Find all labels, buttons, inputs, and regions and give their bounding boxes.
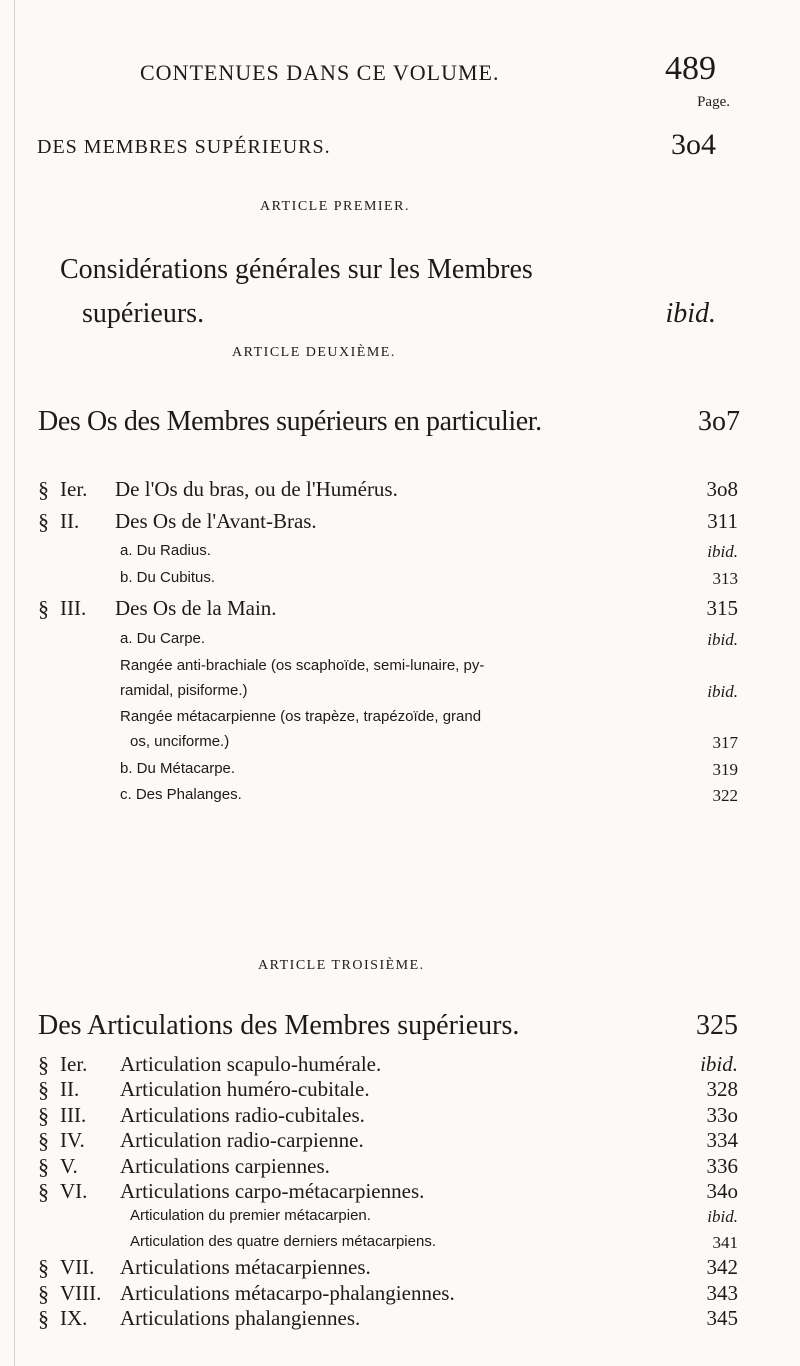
entry-text: Articulations radio-cubitales.: [120, 1102, 365, 1127]
article2-title: Des Os des Membres supérieurs en particulier.: [38, 406, 542, 437]
entry-page: 3o8: [706, 477, 738, 501]
toc-entry: [0, 1306, 800, 1336]
entry-page: ibid.: [707, 682, 738, 701]
entry-page: 336: [706, 1153, 738, 1178]
entry-text: Articulations phalangiennes.: [120, 1306, 361, 1330]
sub-entry-text: b. Du Métacarpe.: [120, 760, 236, 777]
article1-heading: ARTICLE PREMIER.: [260, 199, 410, 214]
toc-entry: [0, 783, 800, 813]
sub-entry-text: a. Du Carpe.: [120, 630, 206, 647]
section-sign: §: [38, 1077, 49, 1103]
part-page: 3o4: [671, 128, 716, 161]
section-sign: §: [38, 1128, 49, 1154]
entry-text: Articulations carpiennes.: [120, 1153, 330, 1178]
section-number: V.: [60, 1153, 78, 1178]
toc-entry: [0, 539, 800, 569]
section-sign: §: [38, 1052, 49, 1077]
entry-text: Des Os de l'Avant-Bras.: [115, 509, 317, 533]
entry-page: 334: [706, 1128, 738, 1153]
section-number: III.: [60, 596, 87, 620]
section-sign: §: [38, 1255, 49, 1281]
entry-page: 319: [712, 760, 738, 779]
sub-entry-text: ramidal, pisiforme.): [120, 682, 248, 699]
entry-text: Des Os de la Main.: [115, 596, 277, 620]
section-sign: §: [38, 1153, 49, 1179]
entry-page: 322: [712, 786, 738, 805]
entry-page: 328: [706, 1077, 738, 1102]
section-sign: §: [38, 1179, 49, 1204]
section-number: VIII.: [60, 1280, 102, 1305]
sub-entry-text: Articulation du premier métacarpien.: [130, 1207, 371, 1225]
sub-entry-text: Rangée métacarpienne (os trapèze, trapézoïde, grand: [120, 708, 482, 725]
article3-title: Des Articulations des Membres supérieurs.: [38, 1010, 520, 1041]
entry-text: Articulations métacarpiennes.: [120, 1255, 371, 1280]
entry-text: De l'Os du bras, ou de l'Humérus.: [115, 477, 398, 501]
toc-entry: [0, 730, 800, 760]
sub-entry-text: b. Du Cubitus.: [120, 569, 216, 586]
entry-page: 343: [706, 1280, 738, 1305]
section-number: Ier.: [60, 1052, 88, 1076]
article1-title-line2: supérieurs.: [82, 298, 205, 329]
section-number: III.: [60, 1102, 87, 1127]
article2-heading: ARTICLE DEUXIÈME.: [232, 345, 396, 360]
entry-page: 311: [707, 509, 738, 533]
entry-page: ibid.: [707, 1207, 738, 1227]
article3-heading: ARTICLE TROISIÈME.: [258, 958, 425, 973]
part-title: DES MEMBRES SUPÉRIEURS.: [37, 136, 331, 158]
section-number: Ier.: [60, 477, 88, 501]
section-sign: §: [38, 596, 49, 621]
entry-page: 313: [712, 569, 738, 588]
section-sign: §: [38, 509, 49, 534]
entry-page: 317: [712, 733, 738, 752]
section-number: II.: [60, 1077, 80, 1102]
entry-page: ibid.: [707, 542, 738, 561]
section-number: VI.: [60, 1179, 88, 1203]
entry-text: Articulation huméro-cubitale.: [120, 1077, 370, 1102]
toc-entry: [0, 596, 800, 626]
entry-text: Articulation radio-carpienne.: [120, 1128, 364, 1153]
entry-text: Articulations métacarpo-phalangiennes.: [120, 1280, 455, 1305]
toc-entry: [0, 509, 800, 539]
sub-entry-text: os, unciforme.): [130, 733, 230, 750]
sub-entry-text: Articulation des quatre derniers métacarpiens.: [130, 1232, 436, 1250]
toc-entry: [0, 627, 800, 657]
section-sign: §: [38, 477, 49, 502]
section-number: IX.: [60, 1306, 88, 1330]
entry-page: 315: [706, 596, 738, 620]
entry-text: Articulations carpo-métacarpiennes.: [120, 1179, 425, 1203]
entry-text: Articulation scapulo-humérale.: [120, 1052, 382, 1076]
entry-page: ibid.: [700, 1052, 738, 1076]
entry-page: 34o: [706, 1179, 738, 1203]
section-number: IV.: [60, 1128, 85, 1153]
sub-entry-text: Rangée anti-brachiale (os scaphoïde, semi-lunaire, py-: [120, 657, 485, 674]
entry-page: ibid.: [707, 630, 738, 649]
toc-entry: [0, 566, 800, 596]
section-sign: §: [38, 1102, 49, 1128]
section-number: II.: [60, 509, 80, 533]
entry-page: 33o: [706, 1102, 738, 1127]
sub-entry-text: c. Des Phalanges.: [120, 786, 242, 803]
article3-page: 325: [696, 1010, 738, 1041]
running-head-page-number: 489: [665, 50, 716, 87]
entry-page: 342: [706, 1255, 738, 1280]
entry-page: 345: [706, 1306, 738, 1330]
article1-page: ibid.: [665, 298, 716, 329]
running-head-title: CONTENUES DANS CE VOLUME.: [140, 60, 500, 85]
article1-title-line1: Considérations générales sur les Membres: [60, 254, 533, 285]
section-sign: §: [38, 1306, 49, 1331]
page-label: Page.: [697, 94, 730, 110]
toc-entry: [0, 477, 800, 507]
entry-page: 341: [712, 1232, 738, 1252]
section-sign: §: [38, 1280, 49, 1306]
article2-page: 3o7: [698, 406, 740, 437]
sub-entry-text: a. Du Radius.: [120, 542, 211, 559]
section-number: VII.: [60, 1255, 95, 1280]
